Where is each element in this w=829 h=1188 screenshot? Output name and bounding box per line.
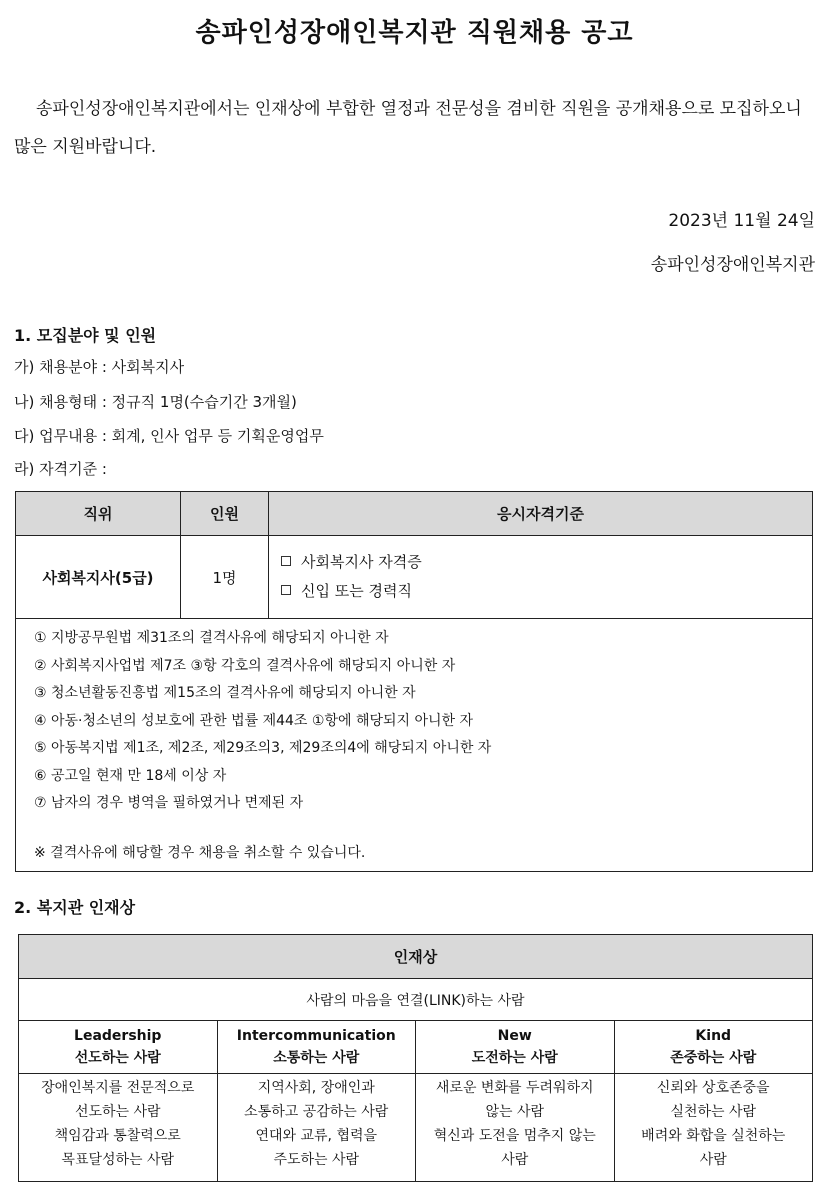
criteria-cell	[269, 536, 813, 619]
condition-item: ⑦ 남자의 경우 병역을 필하였거나 면제된 자	[34, 795, 304, 811]
employment-type: 나) 채용형태 : 정규직 1명(수습기간 3개월)	[14, 393, 297, 411]
qualification-label: 라) 자격기준 :	[14, 460, 107, 478]
talent-header: 인재상	[19, 935, 813, 979]
talent-desc-kind: 신뢰와 상호존중을 실천하는 사람 배려와 화합을 실천하는 사람	[614, 1074, 813, 1182]
talent-kind: Kind 존중하는 사람	[614, 1021, 813, 1074]
organization-name: 송파인성장애인복지관	[650, 255, 815, 275]
section2-title: 2. 복지관 인재상	[14, 898, 136, 917]
condition-item: ⑥ 공고일 현재 만 18세 이상 자	[34, 767, 227, 784]
talent-desc-intercommunication: 지역사회, 장애인과 소통하고 공감하는 사람 연대와 교류, 협력을 주도하는 사람	[217, 1074, 416, 1182]
talent-desc-new: 새로운 변화를 두려워하지 않는 사람 혁신과 도전을 멈추지 않는 사람	[416, 1074, 615, 1182]
square-bullet-icon	[281, 585, 291, 595]
talent-table	[18, 934, 813, 1182]
talent-intercommunication: Intercommunication 소통하는 사람	[217, 1021, 416, 1074]
header-position: 직위	[16, 492, 181, 536]
intro-paragraph: 송파인성장애인복지관에서는 인재상에 부합한 열정과 전문성을 겸비한 직원을 공개채용으로 모집하오니 많은 지원바랍니다.	[14, 99, 802, 157]
disqualification-list	[16, 619, 813, 872]
criteria-item: 사회복지사 자격증	[281, 548, 811, 577]
condition-item: ③ 청소년활동진흥법 제15조의 결격사유에 해당되지 아니한 자	[34, 685, 416, 701]
condition-item: ① 지방공무원법 제31조의 결격사유에 해당되지 아니한 자	[34, 630, 389, 646]
talent-new: New 도전하는 사람	[416, 1021, 615, 1074]
talent-leadership: Leadership 선도하는 사람	[19, 1021, 218, 1074]
qualification-table	[15, 491, 813, 872]
condition-item: ② 사회복지사업법 제7조 ③항 각호의 결격사유에 해당되지 아니한 자	[34, 657, 456, 674]
section1-title: 1. 모집분야 및 인원	[14, 326, 157, 345]
header-criteria: 응시자격기준	[269, 492, 813, 536]
count-cell: 1명	[181, 536, 269, 619]
talent-desc-leadership: 장애인복지를 전문적으로 선도하는 사람 책임감과 통찰력으로 목표달성하는 사람	[19, 1074, 218, 1182]
header-count: 인원	[181, 492, 269, 536]
disqualification-note: ※ 결격사유에 해당할 경우 채용을 취소할 수 있습니다.	[34, 844, 366, 861]
condition-item: ⑤ 아동복지법 제1조, 제2조, 제29조의3, 제29조의4에 해당되지 아니한 자	[34, 740, 492, 756]
criteria-item: 신입 또는 경력직	[281, 577, 811, 606]
position-cell: 사회복지사(5급)	[16, 536, 181, 619]
condition-item: ④ 아동·청소년의 성보호에 관한 법률 제44조 ①항에 해당되지 아니한 자	[34, 712, 474, 729]
job-duties: 다) 업무내용 : 회계, 인사 업무 등 기획운영업무	[14, 427, 324, 445]
talent-motto: 사람의 마음을 연결(LINK)하는 사람	[19, 979, 813, 1021]
recruit-field: 가) 채용분야 : 사회복지사	[14, 358, 185, 376]
square-bullet-icon	[281, 556, 291, 566]
notice-date: 2023년 11월 24일	[668, 211, 815, 231]
page-title: 송파인성장애인복지관 직원채용 공고	[195, 18, 634, 48]
